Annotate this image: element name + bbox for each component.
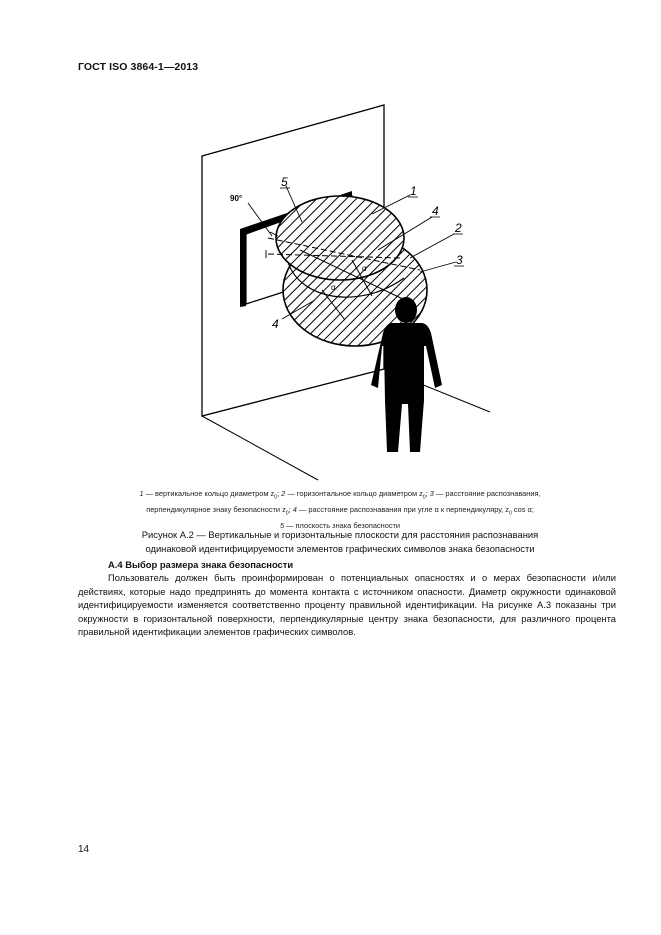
angle-label-90: 90°: [230, 194, 243, 203]
section-heading: А.4 Выбор размера знака безопасности: [108, 559, 294, 570]
caption-line-2: одинаковой идентифицируемости элементов графических символов знака безопасности: [145, 542, 535, 554]
callout-4-top: 4: [432, 204, 439, 218]
callout-1: 1: [410, 184, 417, 198]
figure-caption: [90, 528, 590, 555]
floor-line: [202, 416, 318, 480]
callout-3: 3: [456, 253, 463, 267]
vertical-ring: [276, 196, 404, 280]
callout-5: 5: [281, 175, 288, 189]
caption-line-1: Рисунок А.2 — Вертикальные и горизонтальные плоскости для расстояния распознавания: [141, 529, 539, 540]
alpha-label-b: α: [331, 283, 336, 292]
section-body: [78, 571, 616, 639]
callout-4-bottom: 4: [272, 317, 279, 331]
figure-legend: 1 — вертикальное кольцо диаметром $z_0$; 2 — горизонтальное кольцо диаметром $z_0$; 3 — расстояние распознавания, перпендикулярное знаку безопасности $z_0$; 4 — расстояние распознавания при угле α к перпендикуляру, $z_0$ cos α; 5 — плоскость знака безопасности: [139, 489, 541, 530]
page-number: 14: [78, 844, 90, 855]
document-header: ГОСТ ISO 3864-1—2013: [78, 61, 199, 73]
callout-2: 2: [455, 221, 462, 235]
paragraph: Пользователь должен быть проинформирован о потенциальных опасностях и о мерах безопасности и/или действиях, которые надо предпринять до момента контакта с источником опасности. Диаметр окружности одинаковой идентифицируемости изменяется соответственно проценту правильной идентификации. На рисунке А.3 показаны три окружности в горизонтальной поверхности, перпендикулярные центру знака безопасности, для различного процента правильной идентификации элементов графических символов.: [78, 572, 616, 638]
alpha-label-a: α: [362, 264, 367, 273]
